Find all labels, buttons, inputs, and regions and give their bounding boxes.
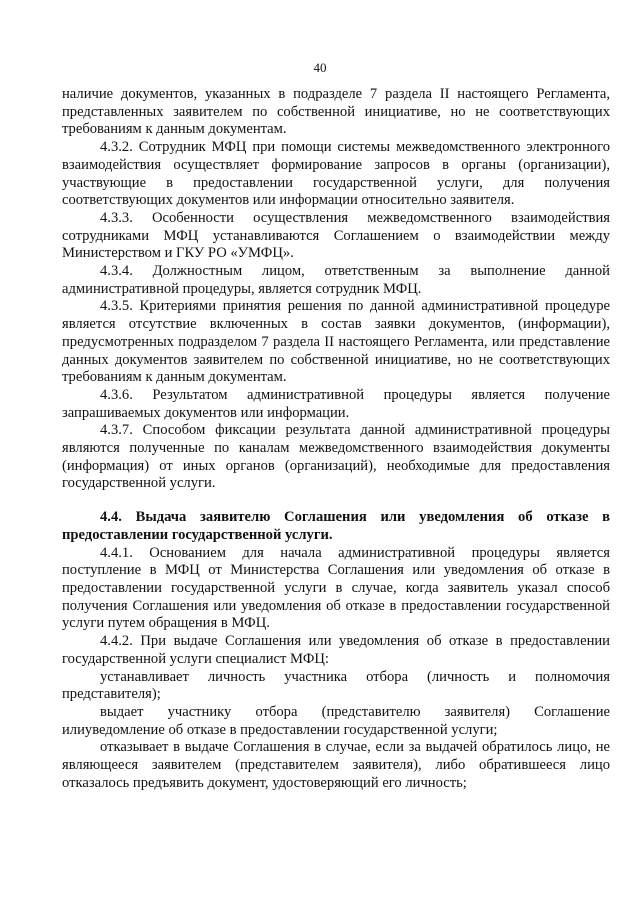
paragraph-4-4-2: 4.4.2. При выдаче Соглашения или уведомления об отказе в предоставлении государственной услуги специалист МФЦ: [62,633,610,667]
paragraph-4-3-2: 4.3.2. Сотрудник МФЦ при помощи системы межведомственного электронного взаимодействия осуществляет формирование запросов в органы (организации), участвующие в предоставлении государственной услуги, для получения соответствующих документов или информации относительно заявителя. [62,139,610,209]
list-item-refuse: отказывает в выдаче Соглашения в случае, если за выдачей обратилось лицо, не являющееся заявителем (представителем заявителя), либо обратившееся лицо отказалось предъявить документ, удостоверяющий его личность; [62,739,610,791]
section-heading-4-4: 4.4. Выдача заявителю Соглашения или уведомления об отказе в предоставлении государственной услуги. [62,509,610,543]
paragraph-4-4-1: 4.4.1. Основанием для начала административной процедуры является поступление в МФЦ от Министерства Соглашения или уведомления об отказе в предоставлении государственной услуги в случае, когда заявитель указал способ получения Соглашения или уведомления об отказе в предоставлении государственной услуги путем обращения в МФЦ. [62,544,610,632]
paragraph-4-3-7: 4.3.7. Способом фиксации результата данной административной процедуры являются полученные по каналам межведомственного взаимодействия документы (информация) от иных органов (организаций), необходимые для предоставления государственной услуги. [62,422,610,492]
paragraph-4-3-5: 4.3.5. Критериями принятия решения по данной административной процедуре является отсутствие включенных в состав заявки документов, (информации), предусмотренных подразделом 7 раздела II настоящего Регламента, или представление данных документов заявителем по собственной инициативе, но не соответствующих требованиям к данным документам. [62,298,610,386]
list-item-identify: устанавливает личность участника отбора (личность и полномочия представителя); [62,668,610,703]
page-number: 40 [313,60,327,75]
paragraph-continuation: наличие документов, указанных в подразделе 7 раздела II настоящего Регламента, представленных заявителем по собственной инициативе, но не соответствующих требованиям к данным документам. [62,86,610,138]
paragraph-4-3-4: 4.3.4. Должностным лицом, ответственным за выполнение данной административной процедуры, является сотрудник МФЦ. [62,263,610,297]
paragraph-4-3-3: 4.3.3. Особенности осуществления межведомственного взаимодействия сотрудниками МФЦ устанавливаются Соглашением о взаимодействии между Министерством и ГКУ РО «УМФЦ». [62,209,610,262]
document-body [62,86,610,792]
list-item-issue: выдает участнику отбора (представителю заявителя) Соглашение илиуведомление об отказе в предоставлении государственной услуги; [62,703,610,738]
paragraph-4-3-6: 4.3.6. Результатом административной процедуры является получение запрашиваемых документов или информации. [62,386,610,421]
